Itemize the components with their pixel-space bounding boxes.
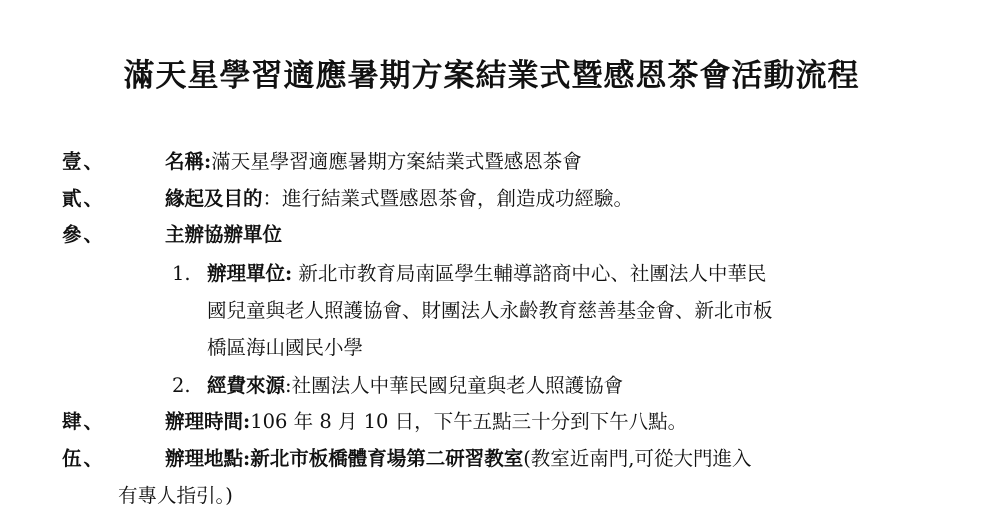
sub-item-content — [207, 374, 623, 398]
item-label: 名稱: — [165, 150, 212, 173]
item-label: 辦理地點:新北市板橋體育場第二研習教室 — [165, 447, 524, 470]
item-content — [165, 150, 582, 174]
sub-item-text: 橋區海山國民小學 — [207, 336, 364, 359]
item-number: 肆、 — [62, 410, 106, 433]
item-number: 伍、 — [62, 447, 106, 470]
sub-item-number: 1. — [172, 262, 191, 285]
sub-item-content — [207, 262, 766, 286]
item-text: ：進行結業式暨感恩茶會，創造成功經驗。 — [262, 187, 634, 210]
sub-item-text: :社團法人中華民國兒童與老人照護協會 — [285, 374, 624, 397]
item-content — [165, 223, 282, 247]
item-label: 辦理時間: — [165, 410, 251, 433]
sub-item-text: 新北市教育局南區學生輔導諮商中心、社團法人中華民 — [292, 262, 767, 285]
item-text: (教室近南門,可從大門進入 — [523, 447, 752, 470]
item-label: 主辦協辦單位 — [165, 223, 283, 246]
item-number: 貳、 — [62, 187, 106, 210]
sub-item-text: 國兒童與老人照護協會、財團法人永齡教育慈善基金會、新北市板 — [207, 299, 773, 322]
item-number: 參、 — [62, 223, 106, 246]
sub-item-number: 2. — [172, 374, 191, 397]
item-text: 有專人指引。) — [118, 484, 233, 507]
item-text: 滿天星學習適應暑期方案結業式暨感恩茶會 — [211, 150, 582, 173]
item-content — [165, 410, 687, 434]
sub-item-label: 辦理單位: — [207, 262, 293, 285]
item-content — [165, 447, 752, 471]
item-content — [165, 187, 633, 211]
document-title: 滿天星學習適應暑期方案結業式暨感恩茶會活動流程 — [123, 58, 860, 94]
item-label: 緣起及目的 — [165, 187, 263, 210]
sub-item-label: 經費來源 — [207, 374, 286, 397]
item-number: 壹、 — [62, 150, 106, 173]
item-text: 106 年 8 月 10 日，下午五點三十分到下午八點。 — [250, 410, 688, 433]
